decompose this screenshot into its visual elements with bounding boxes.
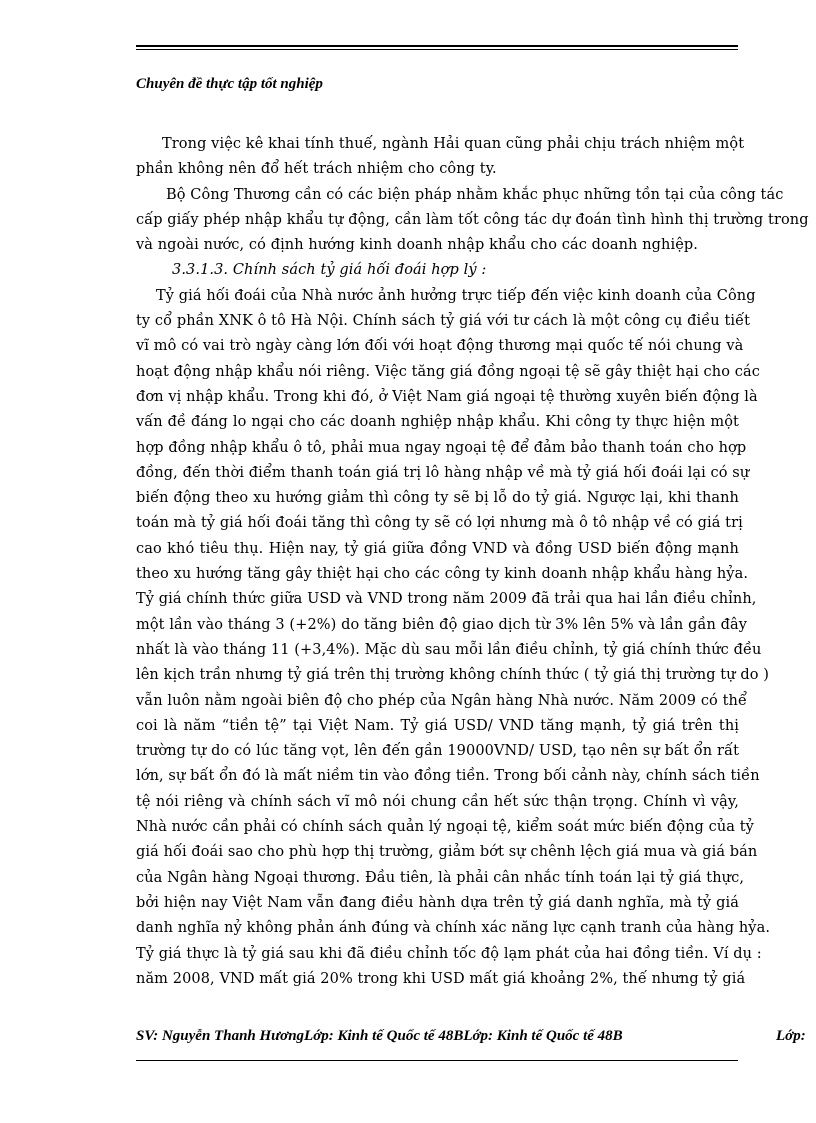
paragraph-line: ty cổ phần XNK ô tô Hà Nội. Chính sách tỷ giá với tư cách là một công cụ điều tiết [136, 313, 751, 330]
footer-class-label: Lớp: [776, 1028, 806, 1044]
paragraph-line: một lần vào tháng 3 (+2%) do tăng biên độ giao dịch từ 3% lên 5% và lần gần đây [136, 616, 748, 633]
paragraph-line: Tỷ giá thực là tỷ giá sau khi đã điều chỉnh tốc độ lạm phát của hai đồng tiền. Ví dụ : [136, 945, 762, 962]
header-rule-top [136, 45, 738, 47]
paragraph-line: Tỷ giá hối đoái của Nhà nước ảnh hưởng trực tiếp đến việc kinh doanh của Công [156, 287, 756, 304]
section-heading: 3.3.1.3. Chính sách tỷ giá hối đoái hợp lý : [172, 262, 487, 279]
paragraph-line: Trong việc kê khai tính thuế, ngành Hải quan cũng phải chịu trách nhiệm một [162, 136, 745, 152]
paragraph-line: coi là năm “tiền tệ” tại Việt Nam. Tỷ giá USD/ VND tăng mạnh, tỷ giá trên thị [136, 717, 739, 734]
paragraph-line: biến động theo xu hướng giảm thì công ty sẽ bị lỗ do tỷ giá. Ngược lại, khi thanh [136, 490, 739, 507]
paragraph-line: vĩ mô có vai trò ngày càng lớn đối với hoạt động thương mại quốc tế nói chung và [136, 338, 744, 355]
paragraph-line: vẫn luôn nằm ngoài biên độ cho phép của Ngân hàng Nhà nước. Năm 2009 có thể [136, 692, 747, 709]
footer-student-info: SV: Nguyễn Thanh HươngLớp: Kinh tế Quốc tế 48BLớp: Kinh tế Quốc tế 48B [136, 1028, 623, 1044]
paragraph-line: danh nghĩa nỷ không phản ánh đúng và chính xác năng lực cạnh tranh của hàng hỷa. [136, 920, 771, 937]
paragraph-line: Tỷ giá chính thức giữa USD và VND trong năm 2009 đã trải qua hai lần điều chỉnh, [136, 591, 757, 608]
running-footer [136, 1028, 806, 1045]
paragraph-line: lên kịch trần nhưng tỷ giá trên thị trường không chính thức ( tỷ giá thị trường tự do ) [136, 667, 770, 684]
paragraph-line: hợp đồng nhập khẩu ô tô, phải mua ngay ngoại tệ để đảm bảo thanh toán cho hợp [136, 439, 747, 456]
paragraph-line: nhất là vào tháng 11 (+3,4%). Mặc dù sau mỗi lần điều chỉnh, tỷ giá chính thức đều [136, 641, 762, 658]
paragraph-line: đồng, đến thời điểm thanh toán giá trị lô hàng nhập về mà tỷ giá hối đoái lại có sự [136, 464, 750, 481]
paragraph-line: và ngoài nước, có định hướng kinh doanh nhập khẩu cho các doanh nghiệp. [136, 237, 698, 254]
paragraph-line: cấp giấy phép nhập khẩu tự động, cần làm tốt công tác dự đoán tình hình thị trường trong [136, 211, 809, 228]
paragraph-line: tệ nói riêng và chính sách vĩ mô nói chung cần hết sức thận trọng. Chính vì vậy, [136, 793, 739, 810]
paragraph-line: đơn vị nhập khẩu. Trong khi đó, ở Việt Nam giá ngoại tệ thường xuyên biến động là [136, 388, 758, 405]
footer-rule [136, 1060, 738, 1061]
paragraph-line: Nhà nước cần phải có chính sách quản lý ngoại tệ, kiểm soát mức biến động của tỷ [136, 819, 754, 836]
page-body [136, 132, 809, 992]
paragraph-line: toán mà tỷ giá hối đoái tăng thì công ty sẽ có lợi nhưng mà ô tô nhập về có giá trị [136, 515, 743, 532]
paragraph-line: năm 2008, VND mất giá 20% trong khi USD mất giá khoảng 2%, thế nhưng tỷ giá [136, 970, 746, 987]
paragraph-line: bởi hiện nay Việt Nam vẫn đang điều hành dựa trên tỷ giá danh nghĩa, mà tỷ giá [136, 894, 739, 911]
paragraph-line: lớn, sự bất ổn đó là mất niềm tin vào đồng tiền. Trong bối cảnh này, chính sách tiền [136, 768, 760, 785]
paragraph-line: theo xu hướng tăng gây thiệt hại cho các công ty kinh doanh nhập khẩu hàng hỷa. [136, 566, 749, 583]
paragraph-line: trường tự do có lúc tăng vọt, lên đến gần 19000VND/ USD, tạo nên sự bất ổn rất [136, 743, 739, 760]
running-header-title: Chuyên đề thực tập tốt nghiệp [136, 76, 323, 92]
header-rule-bottom [136, 49, 738, 50]
paragraph-line: Bộ Công Thương cần có các biện pháp nhằm khắc phục những tồn tại của công tác [166, 186, 784, 203]
paragraph-line: của Ngân hàng Ngoại thương. Đầu tiên, là phải cân nhắc tính toán lại tỷ giá thực, [136, 869, 745, 886]
paragraph-line: vấn đề đáng lo ngại cho các doanh nghiệp nhập khẩu. Khi công ty thực hiện một [136, 414, 739, 431]
paragraph-line: giá hối đoái sao cho phù hợp thị trường, giảm bớt sự chênh lệch giá mua và giá bán [136, 844, 758, 861]
paragraph-line: phần không nên đổ hết trách nhiệm cho công ty. [136, 161, 497, 178]
paragraph-line: hoạt động nhập khẩu nói riêng. Việc tăng giá đồng ngoại tệ sẽ gây thiệt hại cho các [136, 363, 760, 380]
paragraph-line: cao khó tiêu thụ. Hiện nay, tỷ giá giữa đồng VND và đồng USD biến động mạnh [136, 540, 739, 557]
